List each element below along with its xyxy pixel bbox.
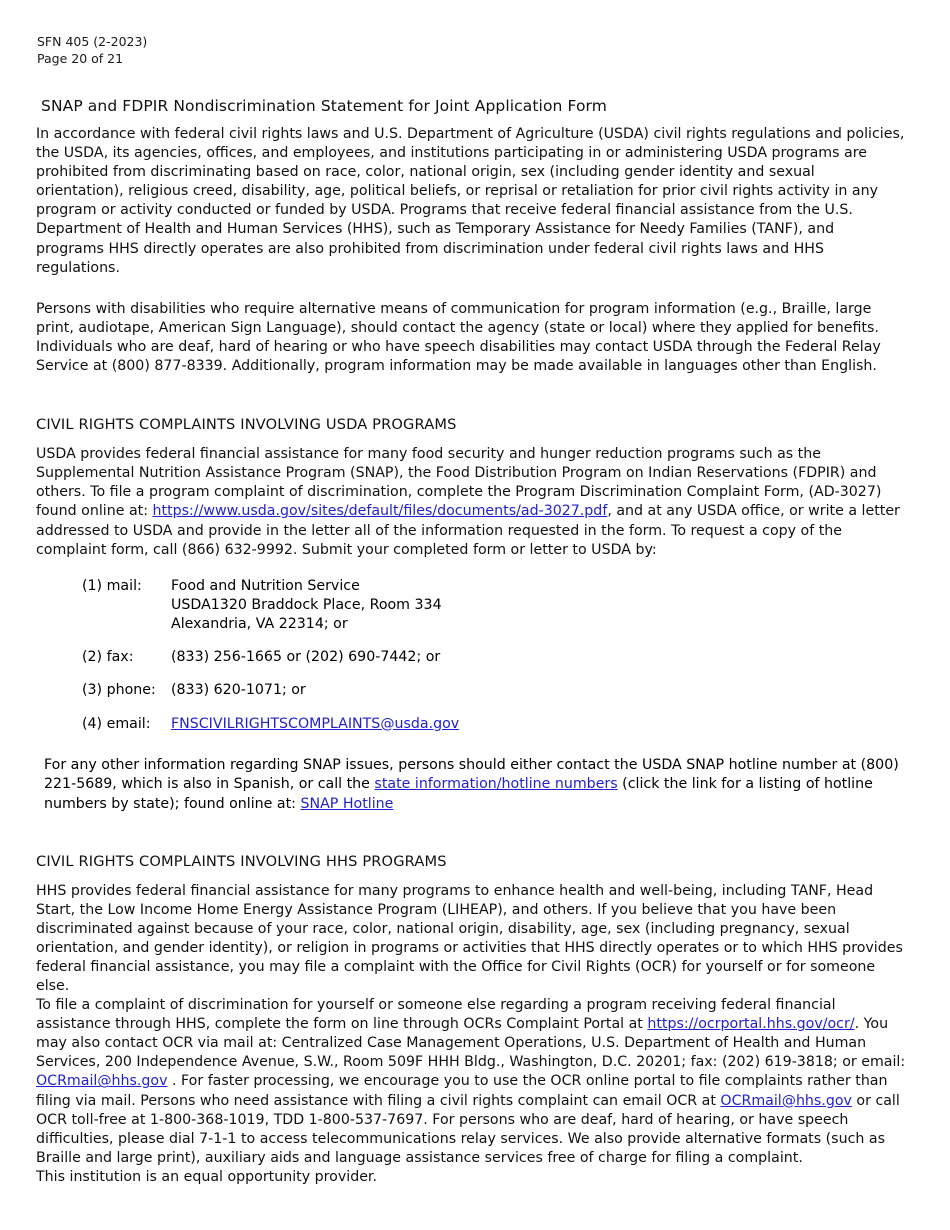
ocr-mail-link-1[interactable]: OCRmail@hhs.gov bbox=[36, 1073, 168, 1090]
hhs-paragraph-1: HHS provides federal financial assistance for many programs to enhance health and well-being, including TANF, Head Start, the Low Income Home Energy Assistance Program (LIHEAP), and others. If you believe that you have been discriminated against because of your race, color, national origin, disability, age, sex (including pregnancy, sexual orientation, and gender identity), or religion in programs or activities that HHS directly operates or to which HHS provides federal financial assistance, you may file a complaint with the Office for Civil Rights (OCR) for yourself or for someone else. bbox=[36, 882, 903, 994]
snap-hotline-link[interactable]: SNAP Hotline bbox=[300, 795, 394, 812]
hotline-note-text-2: (click the link for a listing of hotline numbers by state); found online at: bbox=[44, 776, 873, 812]
contact-row-phone bbox=[82, 681, 906, 700]
equal-opportunity-statement: This institution is an equal opportunity provider. bbox=[36, 1168, 377, 1185]
contact-row-fax bbox=[82, 648, 906, 667]
contact-label-email: (4) email: bbox=[82, 715, 151, 732]
intro-paragraph-2: Persons with disabilities who require alternative means of communication for program information (e.g., Braille, large print, audiotape, American Sign Language), should contact the agency (state or local) where they applied for benefits. Individuals who are deaf, hard of hearing or who have speech disabilities may contact USDA through the Federal Relay Service at (800) 877-8339. Additionally, program information may be made available in languages other than English. bbox=[36, 300, 881, 375]
contact-value-email bbox=[171, 715, 459, 734]
hhs-paragraph-2 bbox=[36, 996, 906, 1168]
document-header bbox=[37, 34, 906, 67]
hotline-note-text-1: For any other information regarding SNAP issues, persons should either contact the USDA SNAP hotline number at (800) 221-5689, which is also in Spanish, or call the bbox=[44, 756, 899, 793]
hhs-text-2: . You may also contact OCR via mail at: Centralized Case Management Operations, U.S. Department of Health and Human Services, 200 Independence Avenue, S.W., Room 509F HHH Bldg., Washington, D.C. 20201; fax: (202) 619-3818; or email: bbox=[36, 1016, 906, 1071]
hhs-text-4: or call OCR toll-free at 1-800-368-1019, TDD 1-800-537-7697. For persons who are deaf, hard of hearing, or have speech difficulties, please dial 7-1-1 to access telecommunications relay services. We also provide alternative formats (such as Braille and large print), auxiliary aids and language assistance services free of charge for filing a complaint. bbox=[36, 1092, 900, 1166]
intro-paragraph-1: In accordance with federal civil rights laws and U.S. Department of Agriculture (USDA) civil rights regulations and policies, the USDA, its agencies, offices, and employees, and institutions participating in or administering USDA programs are prohibited from discriminating based on race, color, national origin, sex (including gender identity and sexual orientation), religious creed, disability, age, political beliefs, or reprisal or retaliation for prior civil rights activity in any program or activity conducted or funded by USDA. Programs that receive federal financial assistance from the U.S. Department of Health and Human Services (HHS), such as Temporary Assistance for Needy Families (TANF), and programs HHS directly operates are also prohibited from discrimination under federal civil rights laws and HHS regulations. bbox=[36, 126, 905, 276]
contact-value-phone: (833) 620-1071; or bbox=[171, 682, 306, 699]
contact-row-email bbox=[82, 715, 906, 734]
state-hotline-numbers-link[interactable]: state information/hotline numbers bbox=[374, 776, 618, 793]
ocr-portal-link[interactable]: https://ocrportal.hhs.gov/ocr/ bbox=[647, 1016, 855, 1033]
usda-text-2: , and at any USDA office, or write a letter addressed to USDA and provide in the letter all of the information requested in the form. To request a copy of the complaint form, call (866) 632-9992. Submit your completed form or letter to USDA by: bbox=[36, 503, 900, 558]
hhs-section-heading: CIVIL RIGHTS COMPLAINTS INVOLVING HHS PROGRAMS bbox=[36, 852, 447, 870]
contact-value-mail bbox=[171, 577, 442, 635]
mail-line-2: USDA1320 Braddock Place, Room 334 bbox=[171, 596, 442, 613]
page-title: SNAP and FDPIR Nondiscrimination Statement for Joint Application Form bbox=[41, 97, 607, 115]
mail-line-3: Alexandria, VA 22314; or bbox=[171, 616, 348, 633]
contact-label-mail: (1) mail: bbox=[82, 577, 142, 594]
fns-civil-rights-email-link[interactable]: FNSCIVILRIGHTSCOMPLAINTS@usda.gov bbox=[171, 715, 460, 732]
ocr-mail-link-2[interactable]: OCRmail@hhs.gov bbox=[720, 1092, 852, 1109]
contact-row-mail bbox=[82, 577, 906, 635]
snap-hotline-note bbox=[44, 756, 906, 815]
contact-label-phone: (3) phone: bbox=[82, 682, 156, 699]
hhs-text-3: . For faster processing, we encourage you to use the OCR online portal to file complaints rather than filing via mail. Persons who need assistance with filing a civil rights complaint can email OCR at bbox=[36, 1073, 888, 1109]
usda-section-paragraph bbox=[36, 445, 906, 560]
form-number: SFN 405 (2-2023) bbox=[37, 34, 148, 49]
hhs-text-1: To file a complaint of discrimination for yourself or someone else regarding a program receiving federal financial assistance through HHS, complete the form on line through OCRs Complaint Portal at bbox=[36, 997, 836, 1033]
usda-section-heading: CIVIL RIGHTS COMPLAINTS INVOLVING USDA PROGRAMS bbox=[36, 416, 457, 434]
mail-line-1: Food and Nutrition Service bbox=[171, 577, 360, 594]
page-label: Page 20 of 21 bbox=[37, 50, 124, 66]
usda-text-1: USDA provides federal financial assistance for many food security and hunger reduction programs such as the Supplemental Nutrition Assistance Program (SNAP), the Food Distribution Program on Indian Reservations (FDPIR) and others. To file a program complaint of discrimination, complete the Program Discrimination Complaint Form, (AD-3027) found online at: bbox=[36, 446, 882, 520]
ad3027-link[interactable]: https://www.usda.gov/sites/default/files/documents/ad-3027.pdf bbox=[152, 503, 608, 520]
usda-contact-list bbox=[82, 577, 906, 734]
contact-label-fax: (2) fax: bbox=[82, 649, 134, 666]
contact-value-fax: (833) 256-1665 or (202) 690-7442; or bbox=[171, 649, 441, 666]
